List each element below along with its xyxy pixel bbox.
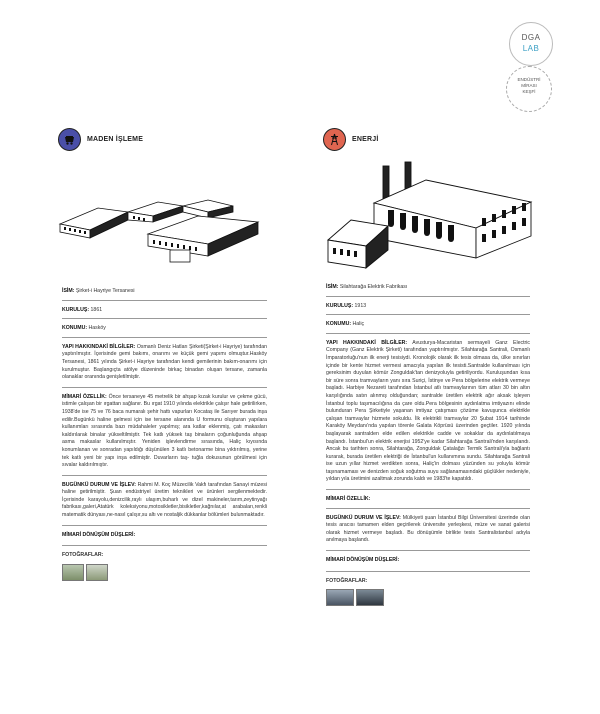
building-info: YAPI HAKKINDAKİ BİLGİLER: Osmanlı Deniz Hatları Şirketi(Şirket-i Hayriye) tarafından yaptırılmıştır. İçerisinde gemi bakımı, onarımı ve küçük gemi yapımı olmuştur.Hasköy Tersanesi, 1861 yılında Şirket-i Hayriye tarafından kendi gemilerinin bakım-onarımı için kurulmuştur. Başlangıçta atölye düzeninde birkaç binadan oluşan tersane, zamanla olanaklar oranında genişletilmiştir. — [62, 344, 267, 388]
dgalab-logo — [509, 22, 553, 66]
left-category-label: MADEN İŞLEME — [87, 136, 144, 143]
photo-thumbnail[interactable] — [326, 589, 354, 606]
badge-line3: KEŞFİ — [522, 89, 536, 94]
power-plant-illustration — [326, 158, 534, 270]
photo-thumbnail[interactable] — [62, 564, 84, 581]
logo-line1: DGA — [521, 33, 541, 42]
photo-thumbnail[interactable] — [86, 564, 108, 581]
right-category-header — [323, 128, 379, 151]
founded-field: KURULUŞ: 1913 — [326, 303, 530, 316]
current-state-info: BUGÜNKÜ DURUM VE İŞLEV: Mülkiyeti şuan İstanbul Bilgi Üniversitesi üzerinde olan tesis aracısı tamamen elden geçirilerek üniversite yerleşkesi, müze ve sanat galerisi olarak hizmet vermeye başladı. Bu dönüşümle birlikte tesis Santralistanbul adıyla anılmaya başlandı. — [326, 515, 530, 551]
right-column — [326, 284, 530, 606]
architecture-info: MİMARİ ÖZELLİK: Önce tersaneye 45 metrelik bir ahşap kızak kurulur ve çekme gücü, istimle çalışan bir ırgattan sağlanır. Bu ırgat 1910 yılında elektrikle çalışır hale getirilirken, 1938'de ise 75 ve 76 baca numaralı şehir hattı vapurları Kocataş ile Sarıyer burada inşa edilir.Bugünkü haline gelmesi için ise tersane alanında U formunu oluşturan yapılara kullanımları sırasında bazı müdahaleler yapılmış; ara katlar eklenmiş, çatı makasları kaldırılarak binalar yükseltilmiştir. Tek katlı yüksek taş binaların çoğunluğunda ahşap asma makaslar kullanılmıştır. Yeniden işlevlendirme sırasında, Haliç kıyısında konumlanan ve sonradan yapıldığı düşünülen 3 katlı betonarme bina yıktırılmış, yerine tek katlı yeni bir yapı inşa edilmiştir. Duvarların taş- tuğla dokusunun görülmesi için sıvalar kaldırılmıştır. — [62, 394, 267, 476]
power-tower-icon — [323, 128, 346, 151]
current-state-info: BUGÜNKÜ DURUM VE İŞLEV: Rahmi M. Koç Müzecilik Vakfı tarafından Sanayi müzesi haline getirilmiştir. Şuan endüstriyel üretim teknikleri ve ürünleri sergilenmektedir. İçerisinde karayolu,denizcilik,raylı ulaşım,buharlı ve dizel makineler,tarım,zeytinyağı fabrikası,galeri,Atatürk koleksiyonu,motosikletler,bisikletler,kağnılar,at arabaları,renkli matematik dünyası,ne-nasıl çalışır,su altı ve nostaljik dükkanlar bölümleri bulunmaktadır. — [62, 482, 267, 526]
photos-section: FOTOĞRAFLAR: — [62, 552, 267, 581]
right-category-label: ENERJİ — [352, 136, 379, 143]
badge-line1: ENDÜSTRİ — [517, 77, 541, 82]
shipyard-illustration — [58, 194, 263, 266]
photo-thumbnail[interactable] — [356, 589, 384, 606]
left-category-header — [58, 128, 143, 151]
building-info: YAPI HAKKINDAKİ BİLGİLER: Avusturya-Macaristan sermayeli Ganz Electric Company (Ganz Elektrik Şirketi) tarafından yaptırılmıştır. Silahtarağa Santrali, Osmanlı İmparatorluğu'nun ilk enerji tesisiydi. Kronolojik olarak ilk tesis olmasa da, ülke sınırları içinde bir kente hizmet vermesi amacıyla yapılan ilk tesisti.Santralde kullanılması için gereksinim duyulan kömür Zonguldak'tan denizyoluyla getiriliyordu. Kuruluşundan kısa bir süre sonra tramvayların yanı sıra Suriçi, İstinye ve Pera bölgelerine elektrik vermeye başladı. Harbiye Nezareti tarafından İstanbul atlı tramvaylarının tüm atları 30 bin altın karşılığında satın alınmış olduğundan; santralde üretilen elektrik ağır aksak işleyen İstanbul toplu taşımacılığına da çare oldu.Pera bölgesinin aydınlatma imtiyazını elinde bulunduran Pera Şirketiyle yaşanan imtiyaz çatışması çözüme kavuşunca elektrikle çalışan tramvaylar hizmete sokuldu. İlk elektrikli tramvaylar 20 Şubat 1914 tarihinde Karaköy Meydanı'nda yapılan törenle Galata Köprüsü üzerinden geçtiler. 1920 yılında başlayarak santralden elde edilen elektrikle cadde ve sokaklar da aydınlatılmaya başlandı. İstanbul'un elektrik enerjisi 1952'ye kadar Silahtarağa Santrali'nden karşılandı. Ancak bu tarihten sonra, Silahtarağa, Zonguldak Çatalağzı Termik Santrali'yla bağlantı kurarak, burada üretilen elektriği de İstanbul'un kullanımına sundu. Silahtarağa Santrali ise uzun yıllar hizmet verdikten sonra, Haliç'in dolması yüzünden su yoluyla kömür taşınamaması ve denizden soğuk soğutma suyu sağlanamasındaki güçlükler nedeniyle, yıldan yıla üretimini azaltmak zorunda kaldı ve 1983'te kapatıldı. — [326, 340, 530, 490]
transformation-field: MİMARİ DÖNÜŞÜM DÜŞLERİ: — [326, 557, 530, 572]
badge-line2: MİRASI — [521, 83, 537, 88]
photos-section: FOTOĞRAFLAR: — [326, 578, 530, 607]
name-field: İSİM: Silahtarağa Elektrik Fabrikası — [326, 284, 530, 297]
industrial-heritage-badge — [506, 66, 552, 112]
architecture-info: MİMARİ ÖZELLİK: — [326, 496, 530, 509]
left-column — [62, 288, 267, 581]
logo-line2: LAB — [522, 44, 540, 53]
mine-cart-icon — [58, 128, 81, 151]
name-field: İSİM: Şirket-i Hayriye Tersanesi — [62, 288, 267, 301]
location-field: KONUMU: Haliç — [326, 321, 530, 334]
founded-field: KURULUŞ: 1861 — [62, 307, 267, 320]
transformation-field: MİMARİ DÖNÜŞÜM DÜŞLERİ: — [62, 532, 267, 547]
location-field: KONUMU: Hasköy — [62, 325, 267, 338]
